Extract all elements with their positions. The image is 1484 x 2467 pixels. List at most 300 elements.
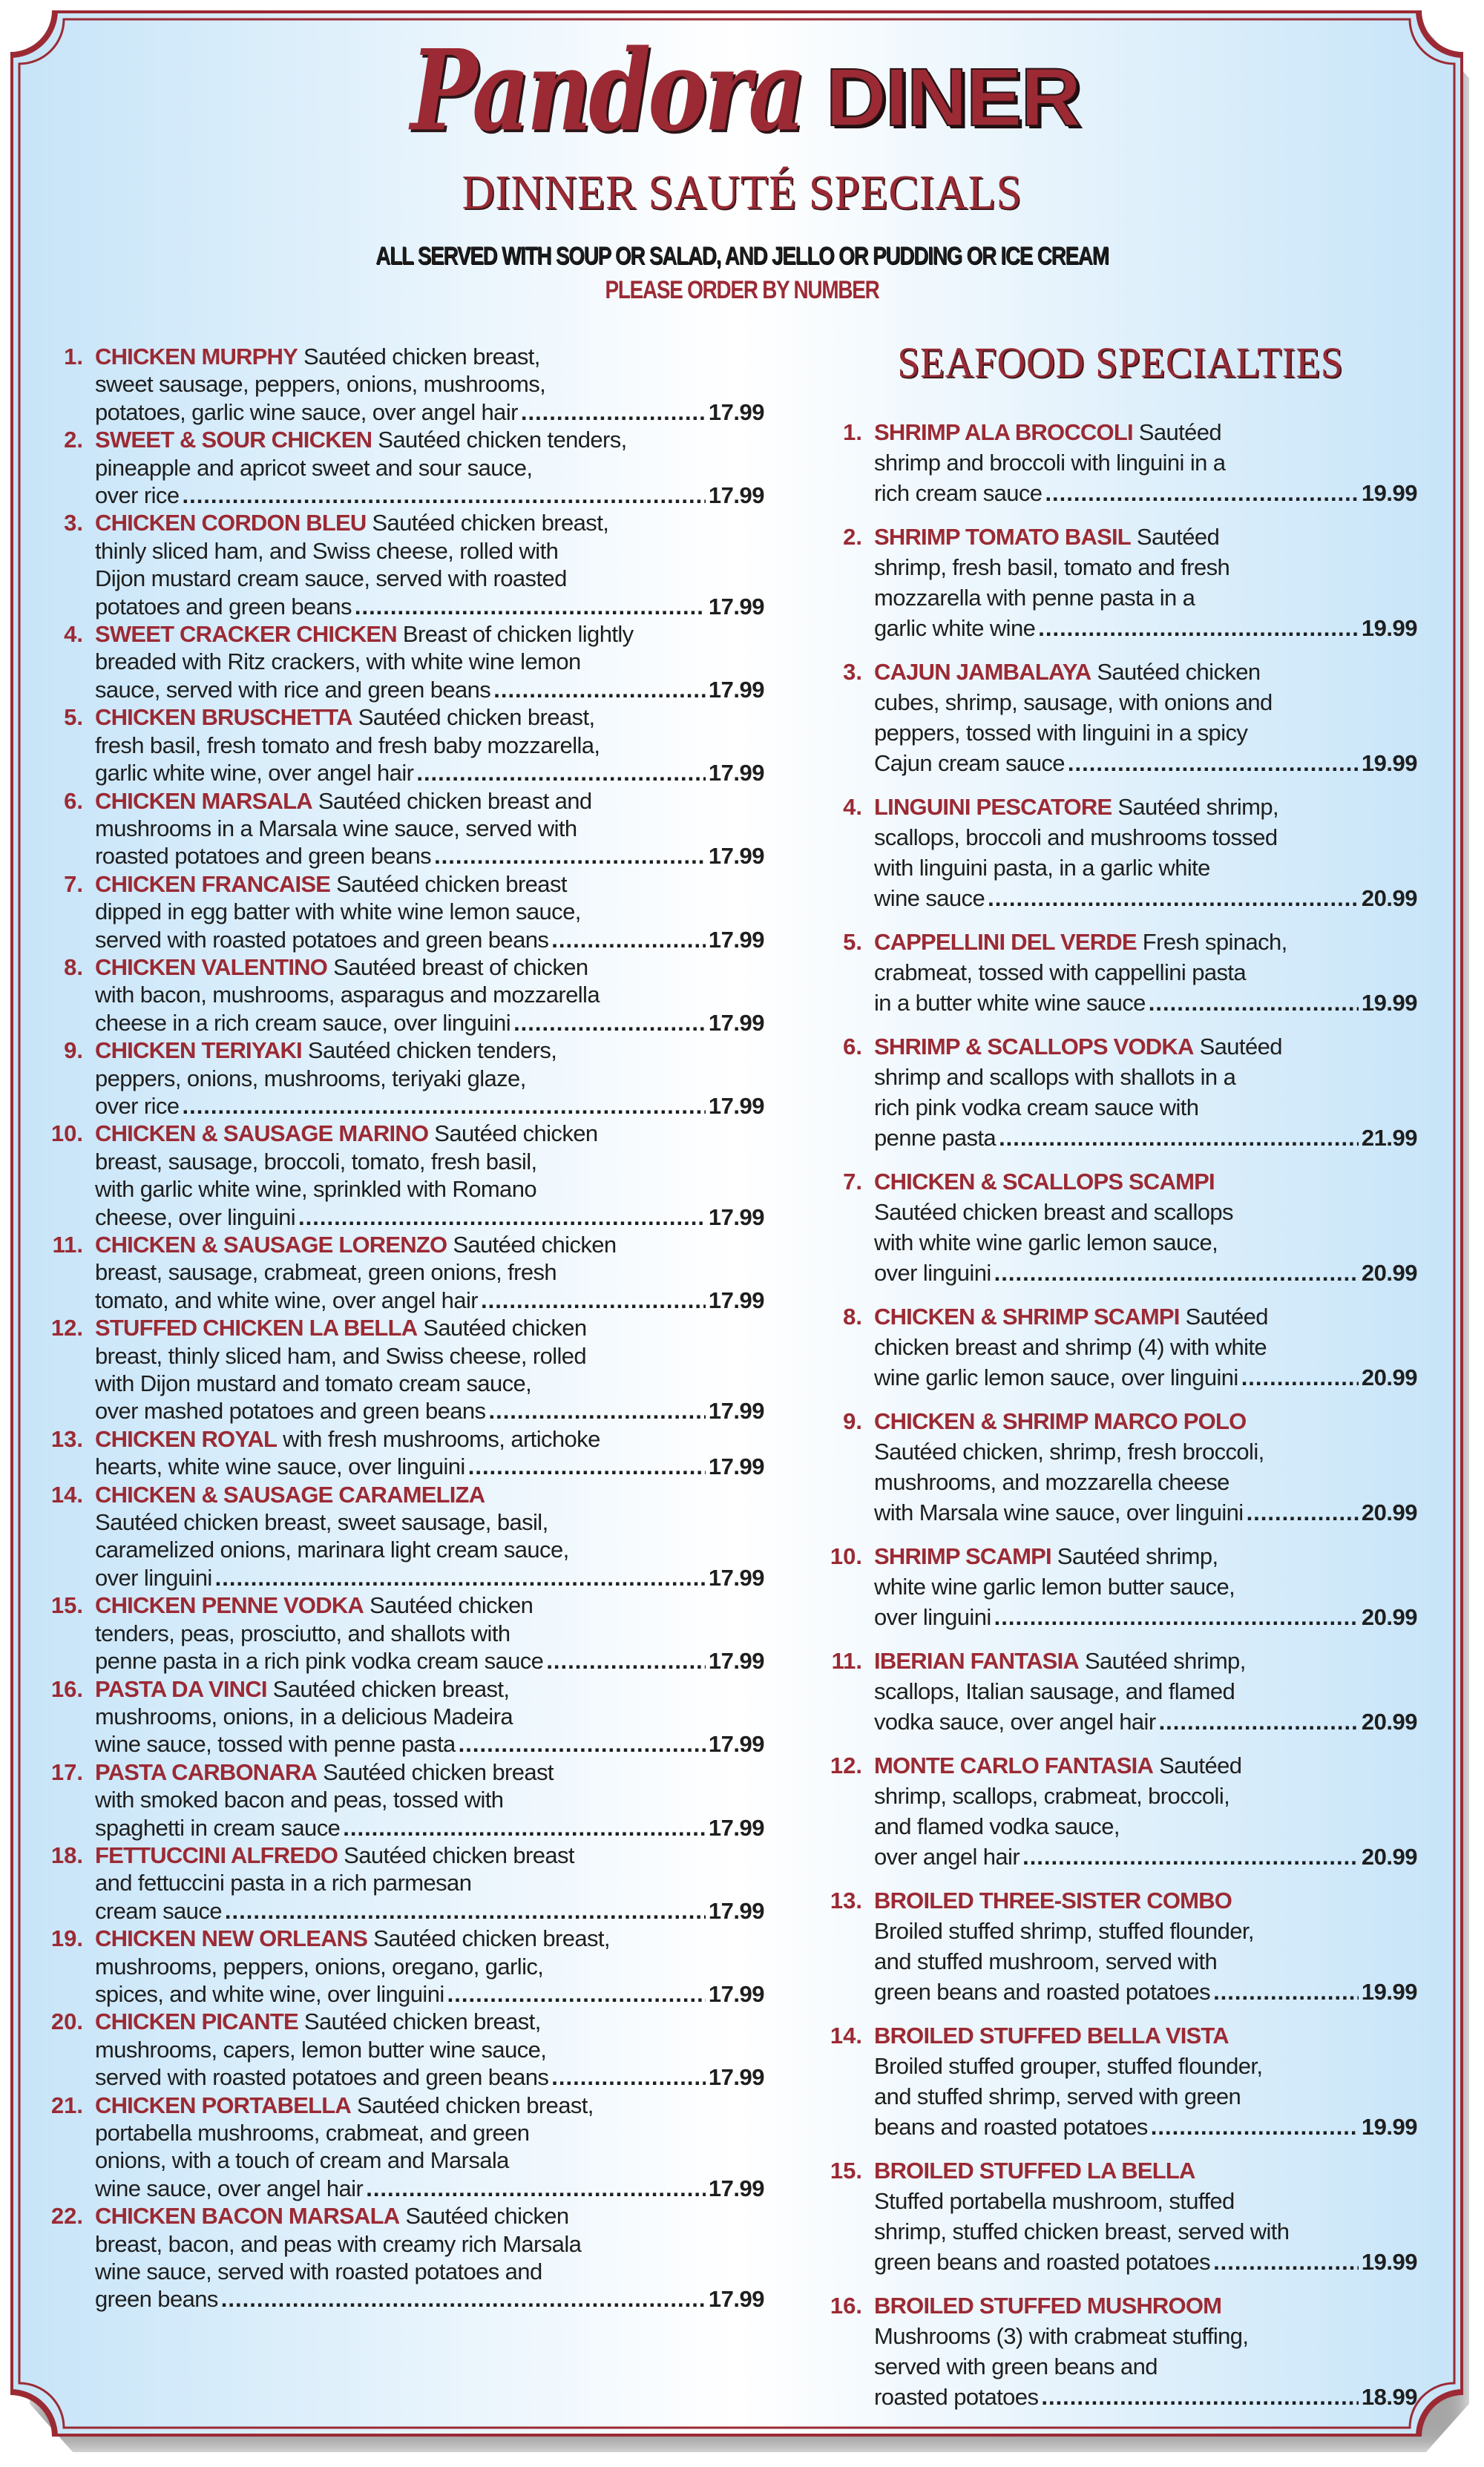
item-line [95, 1120, 764, 1147]
item-description: Sautéed chicken breast, sweet sausage, basil, [95, 1509, 548, 1536]
item-description: scallops, broccoli and mushrooms tossed [874, 824, 1278, 850]
item-name: CAJUN JAMBALAYA [874, 659, 1091, 685]
leader-dots [488, 1397, 705, 1425]
item-line [95, 815, 764, 842]
menu-item [824, 1406, 1417, 1528]
item-line [874, 1811, 1417, 1842]
item-line [874, 1362, 1417, 1393]
item-number: 1. [843, 419, 862, 445]
item-description: Sautéed shrimp, [1117, 794, 1279, 820]
item-line [95, 1342, 764, 1370]
item-description: Stuffed portabella mushroom, stuffed [874, 2188, 1235, 2214]
item-description: with garlic white wine, sprinkled with Romano [95, 1176, 536, 1203]
item-description: Dijon mustard cream sauce, served with roasted [95, 565, 567, 592]
item-description: mushrooms, onions, in a delicious Madeira [95, 1703, 513, 1729]
item-description: served with roasted potatoes and green beans [95, 926, 549, 953]
item-line [95, 1065, 764, 1092]
item-price: 19.99 [1361, 1979, 1417, 2005]
item-line [95, 926, 764, 953]
item-line [95, 454, 764, 482]
item-description: rich cream sauce [874, 480, 1043, 506]
item-description: sauce, served with rice and green beans [95, 676, 491, 703]
item-description: cheese, over linguini [95, 1203, 296, 1230]
leader-dots [994, 1602, 1359, 1632]
item-description: Sautéed [1138, 419, 1222, 445]
leader-dots [999, 1123, 1359, 1153]
item-number: 8. [843, 1304, 862, 1330]
item-line [95, 1203, 764, 1231]
leader-dots [468, 1453, 706, 1480]
item-name: CHICKEN & SHRIMP SCAMPI [874, 1304, 1180, 1330]
item-line [874, 1571, 1417, 1602]
item-description: Sautéed chicken, shrimp, fresh broccoli, [874, 1439, 1264, 1465]
item-line [874, 1750, 1417, 1781]
item-number: 10. [50, 1120, 83, 1147]
item-description: and fettuccini pasta in a rich parmesan [95, 1870, 472, 1896]
item-line [95, 2230, 764, 2258]
item-description: breast, sausage, broccoli, tomato, fresh basil, [95, 1148, 537, 1175]
menu-item [45, 1758, 764, 1842]
item-name: SHRIMP ALA BROCCOLI [874, 419, 1133, 445]
menu-item [45, 509, 764, 620]
item-description: roasted potatoes and green beans [95, 843, 432, 870]
item-description: over linguini [874, 1260, 991, 1286]
leader-dots [551, 926, 706, 953]
menu-item [824, 1031, 1417, 1153]
item-line [95, 2202, 764, 2230]
item-price: 17.99 [708, 1453, 764, 1480]
item-description: over mashed potatoes and green beans [95, 1398, 486, 1425]
item-name: CHICKEN FRANCAISE [95, 870, 331, 897]
item-description: Breast of chicken lightly [402, 621, 634, 648]
item-description: and stuffed shrimp, served with green [874, 2083, 1241, 2109]
item-number: 13. [50, 1425, 83, 1452]
item-line [874, 1258, 1417, 1288]
item-price: 17.99 [708, 1398, 764, 1425]
item-price: 17.99 [708, 843, 764, 870]
item-name: SHRIMP SCAMPI [874, 1543, 1051, 1569]
item-name: CHICKEN PORTABELLA [95, 2092, 351, 2118]
item-price: 17.99 [708, 1731, 764, 1758]
item-description: mozzarella with penne pasta in a [874, 585, 1195, 611]
item-description: with linguini pasta, in a garlic white [874, 855, 1210, 881]
item-price: 18.99 [1361, 2384, 1417, 2410]
item-line [95, 787, 764, 815]
item-number: 9. [843, 1408, 862, 1434]
item-description: breast, bacon, and peas with creamy rich Marsala [95, 2230, 582, 2257]
menu-item [45, 787, 764, 870]
page-title: DINNER SAUTÉ SPECIALS [462, 165, 1022, 220]
item-line [95, 1814, 764, 1842]
item-name: IBERIAN FANTASIA [874, 1648, 1079, 1674]
item-description: chicken breast and shrimp (4) with white [874, 1334, 1267, 1360]
item-line [95, 2258, 764, 2285]
item-description: Sautéed chicken breast [344, 1842, 574, 1868]
item-description: tenders, peas, prosciutto, and shallots with [95, 1620, 510, 1646]
menu-item [45, 2008, 764, 2091]
item-line [874, 2186, 1417, 2216]
item-description: caramelized onions, marinara light cream sauce, [95, 1537, 569, 1563]
item-description: mushrooms, capers, lemon butter wine sauce, [95, 2036, 547, 2063]
menu-item [45, 953, 764, 1037]
item-price: 19.99 [1361, 990, 1417, 1016]
menu-item [45, 1314, 764, 1425]
item-description: crabmeat, tossed with cappellini pasta [874, 959, 1247, 985]
item-line [95, 870, 764, 898]
menu-item [45, 1120, 764, 1231]
item-price: 19.99 [1361, 2249, 1417, 2275]
item-number: 22. [50, 2203, 83, 2230]
item-line [874, 417, 1417, 447]
item-line [874, 1977, 1417, 2007]
item-description: with white wine garlic lemon sauce, [874, 1229, 1218, 1255]
item-description: Sautéed chicken [453, 1232, 617, 1258]
item-price: 20.99 [1361, 1709, 1417, 1735]
item-price: 20.99 [1361, 1604, 1417, 1630]
item-line [95, 1730, 764, 1758]
item-name: STUFFED CHICKEN LA BELLA [95, 1315, 418, 1341]
leader-dots [1041, 2382, 1359, 2412]
leader-dots [1151, 2112, 1359, 2142]
item-description: hearts, white wine sauce, over linguini [95, 1453, 465, 1480]
menu-item [824, 417, 1417, 508]
item-line [874, 2351, 1417, 2382]
item-line [95, 1758, 764, 1786]
item-line [874, 1436, 1417, 1467]
seafood-specialties-section [824, 338, 1417, 2425]
menu-item [824, 657, 1417, 778]
item-description: Broiled stuffed shrimp, stuffed flounder, [874, 1918, 1254, 1944]
item-line [95, 676, 764, 703]
item-name: CHICKEN & SCALLOPS SCAMPI [874, 1169, 1215, 1195]
item-description: Sautéed chicken [1097, 659, 1261, 685]
item-description: garlic white wine, over angel hair [95, 760, 414, 786]
item-line [95, 1869, 764, 1896]
item-description: Sautéed chicken tenders, [378, 427, 627, 453]
item-name: CHICKEN NEW ORLEANS [95, 1925, 368, 1952]
item-name: SHRIMP TOMATO BASIL [874, 524, 1131, 550]
item-line [95, 482, 764, 509]
menu-item [824, 1301, 1417, 1393]
menu-item [45, 1425, 764, 1481]
item-description: and flamed vodka sauce, [874, 1813, 1120, 1839]
item-line [95, 1092, 764, 1120]
item-description: dipped in egg batter with white wine lemon sauce, [95, 899, 581, 925]
item-number: 19. [50, 1925, 83, 1952]
item-line [95, 1786, 764, 1813]
item-line [95, 343, 764, 370]
item-description: Sautéed chicken breast [336, 870, 567, 897]
item-price: 17.99 [708, 398, 764, 425]
item-name: MONTE CARLO FANTASIA [874, 1752, 1154, 1778]
item-name: CHICKEN & SAUSAGE MARINO [95, 1120, 429, 1147]
item-price: 17.99 [708, 926, 764, 953]
item-number: 4. [64, 621, 83, 648]
item-number: 11. [52, 1232, 83, 1258]
item-description: wine garlic lemon sauce, over linguini [874, 1364, 1238, 1390]
item-description: Sautéed chicken breast, [272, 1675, 510, 1702]
item-number: 7. [64, 870, 83, 897]
item-line [874, 1332, 1417, 1362]
item-description: Sautéed chicken [434, 1120, 598, 1147]
item-line [95, 703, 764, 731]
item-description: Sautéed chicken breast, [303, 2008, 541, 2035]
item-number: 4. [843, 794, 862, 820]
menu-item [45, 1925, 764, 2008]
item-price: 17.99 [708, 1203, 764, 1230]
item-line [95, 1481, 764, 1508]
menu-item [45, 620, 764, 703]
leader-dots [481, 1287, 706, 1314]
item-description: wine sauce, tossed with penne pasta [95, 1731, 456, 1758]
item-description: peppers, onions, mushrooms, teriyaki glaze, [95, 1065, 526, 1091]
item-description: breast, sausage, crabmeat, green onions, fresh [95, 1259, 557, 1286]
item-name: BROILED THREE-SISTER COMBO [874, 1888, 1232, 1914]
leader-dots [447, 1980, 706, 2008]
seafood-heading: SEAFOOD SPECIALTIES [897, 338, 1344, 387]
item-name: CHICKEN BACON MARSALA [95, 2203, 400, 2230]
item-line [95, 2063, 764, 2091]
item-name: SWEET & SOUR CHICKEN [95, 427, 372, 453]
item-line [95, 398, 764, 426]
item-line [874, 717, 1417, 748]
leader-dots [546, 1647, 706, 1675]
menu-item [45, 2092, 764, 2203]
item-price: 19.99 [1361, 615, 1417, 641]
item-line [874, 2020, 1417, 2051]
leader-dots [493, 676, 706, 703]
item-price: 20.99 [1361, 1844, 1417, 1870]
item-line [874, 1467, 1417, 1497]
item-description: Sautéed [1185, 1304, 1268, 1330]
menu-item [824, 1166, 1417, 1288]
item-description: spices, and white wine, over linguini [95, 1980, 444, 2007]
item-line [95, 1980, 764, 2008]
menu-item [824, 1646, 1417, 1737]
item-line [874, 927, 1417, 957]
item-line [874, 792, 1417, 822]
item-line [95, 1314, 764, 1341]
item-description: green beans [95, 2286, 218, 2313]
leader-dots [366, 2175, 706, 2202]
item-description: cream sauce [95, 1897, 222, 1924]
item-line [874, 657, 1417, 687]
menu-item [824, 792, 1417, 913]
leader-dots [1045, 478, 1358, 508]
item-description: potatoes and green beans [95, 593, 352, 620]
item-line [874, 1406, 1417, 1436]
leader-dots [215, 1564, 706, 1591]
item-line [874, 748, 1417, 778]
item-name: CHICKEN BRUSCHETTA [95, 704, 352, 731]
item-price: 17.99 [708, 2286, 764, 2313]
item-line [95, 1258, 764, 1286]
leader-dots [521, 398, 706, 426]
item-description: with Marsala wine sauce, over linguini [874, 1499, 1244, 1525]
item-number: 2. [64, 427, 83, 453]
item-line [95, 759, 764, 786]
item-line [95, 537, 764, 565]
item-line [95, 953, 764, 981]
item-line [95, 1037, 764, 1064]
item-line [874, 2216, 1417, 2247]
item-description: Broiled stuffed grouper, stuffed flounder, [874, 2053, 1263, 2079]
menu-item [45, 1037, 764, 1120]
leader-dots [1068, 748, 1359, 778]
item-price: 17.99 [708, 1009, 764, 1036]
item-description: Sautéed chicken breast, [373, 1925, 610, 1952]
item-description: garlic white wine [874, 615, 1036, 641]
item-line [95, 1508, 764, 1536]
item-description: Sautéed chicken [405, 2203, 569, 2230]
menu-item [45, 1675, 764, 1758]
menu-item [824, 1750, 1417, 1872]
item-description: with bacon, mushrooms, asparagus and mozzarella [95, 982, 600, 1008]
item-price: 17.99 [708, 1980, 764, 2007]
item-description: spaghetti in cream sauce [95, 1814, 341, 1841]
leader-dots [1247, 1497, 1359, 1528]
item-line [874, 1946, 1417, 1977]
menu-item [824, 2020, 1417, 2142]
item-line [874, 478, 1417, 508]
item-number: 14. [830, 2023, 862, 2049]
leader-dots [1213, 1977, 1359, 2007]
item-line [874, 1062, 1417, 1092]
item-number: 3. [64, 510, 83, 536]
item-line [95, 648, 764, 675]
item-description: shrimp, stuffed chicken breast, served with [874, 2218, 1290, 2244]
leader-dots [343, 1814, 706, 1842]
item-description: green beans and roasted potatoes [874, 1979, 1211, 2005]
item-description: Sautéed [1159, 1752, 1242, 1778]
item-line [95, 2008, 764, 2035]
item-description: in a butter white wine sauce [874, 990, 1146, 1016]
item-description: over rice [95, 1092, 180, 1119]
item-description: mushrooms, peppers, onions, oregano, garlic, [95, 1953, 544, 1980]
item-name: CHICKEN VALENTINO [95, 953, 328, 980]
item-price: 17.99 [708, 1814, 764, 1841]
item-description: thinly sliced ham, and Swiss cheese, rolled with [95, 537, 559, 564]
item-line [874, 822, 1417, 853]
item-description: green beans and roasted potatoes [874, 2249, 1211, 2275]
logo-script: Pandora [410, 25, 804, 157]
item-price: 20.99 [1361, 885, 1417, 911]
item-number: 20. [50, 2008, 83, 2035]
item-description: shrimp and scallops with shallots in a [874, 1064, 1236, 1090]
item-line [874, 1781, 1417, 1811]
item-number: 21. [50, 2092, 83, 2118]
item-description: Sautéed breast of chicken [333, 953, 588, 980]
menu-item [45, 426, 764, 509]
item-number: 15. [830, 2158, 862, 2184]
item-description: with Dijon mustard and tomato cream sauce, [95, 1370, 532, 1397]
item-description: Sautéed chicken breast [323, 1758, 554, 1785]
item-line [874, 2155, 1417, 2186]
item-line [874, 2382, 1417, 2412]
leader-dots [221, 2285, 706, 2313]
item-description: wine sauce, served with roasted potatoes and [95, 2259, 542, 2285]
item-line [95, 1536, 764, 1563]
item-line [95, 1425, 764, 1453]
item-name: SHRIMP & SCALLOPS VODKA [874, 1034, 1194, 1060]
item-line [95, 2092, 764, 2119]
item-line [95, 842, 764, 870]
item-line [874, 1166, 1417, 1197]
item-line [874, 582, 1417, 613]
leader-dots [994, 1258, 1359, 1288]
order-by-number-note: PLEASE ORDER BY NUMBER [605, 276, 879, 304]
leader-dots [1022, 1842, 1359, 1872]
item-name: BROILED STUFFED LA BELLA [874, 2158, 1195, 2184]
item-number: 17. [50, 1758, 83, 1785]
leader-dots [416, 759, 706, 786]
item-description: peppers, tossed with linguini in a spicy [874, 720, 1248, 746]
item-number: 11. [831, 1648, 862, 1674]
served-with-note: ALL SERVED WITH SOUP OR SALAD, AND JELLO OR PUDDING OR ICE CREAM [375, 242, 1109, 270]
item-price: 20.99 [1361, 1499, 1417, 1525]
item-line [874, 1123, 1417, 1153]
menu-item [824, 522, 1417, 643]
item-line [874, 1706, 1417, 1737]
item-number: 9. [64, 1037, 83, 1064]
menu-item [45, 343, 764, 426]
item-number: 1. [64, 344, 83, 369]
item-number: 18. [50, 1842, 83, 1868]
item-description: pineapple and apricot sweet and sour sauce, [95, 454, 533, 481]
item-line [95, 2146, 764, 2174]
item-description: vodka sauce, over angel hair [874, 1709, 1156, 1735]
item-line [95, 1148, 764, 1175]
menu-item [824, 927, 1417, 1018]
leader-dots [551, 2063, 706, 2091]
item-description: shrimp, fresh basil, tomato and fresh [874, 554, 1230, 580]
item-description: Sautéed shrimp, [1084, 1648, 1246, 1674]
item-line [95, 1703, 764, 1730]
item-line [874, 2321, 1417, 2351]
item-line [95, 2036, 764, 2063]
item-line [95, 1287, 764, 1314]
item-name: SWEET CRACKER CHICKEN [95, 621, 397, 648]
item-line [95, 1564, 764, 1591]
item-name: CHICKEN ROYAL [95, 1425, 278, 1452]
item-line [95, 898, 764, 925]
leader-dots [298, 1203, 706, 1231]
item-number: 6. [843, 1034, 862, 1060]
item-name: PASTA DA VINCI [95, 1675, 267, 1702]
item-description: fresh basil, fresh tomato and fresh baby mozzarella, [95, 732, 600, 758]
item-line [95, 426, 764, 453]
item-line [874, 1541, 1417, 1571]
item-description: Sautéed chicken breast and [318, 787, 592, 814]
item-line [874, 957, 1417, 988]
item-description: mushrooms in a Marsala wine sauce, served with [95, 815, 577, 841]
leader-dots [1149, 988, 1359, 1018]
item-number: 16. [50, 1675, 83, 1702]
menu-item [45, 1481, 764, 1592]
item-description: Sautéed [1199, 1034, 1282, 1060]
restaurant-logo [0, 25, 1484, 157]
item-description: Sautéed chicken breast, [358, 704, 595, 731]
item-number: 6. [64, 787, 83, 814]
menu-item [824, 2290, 1417, 2412]
item-name: CHICKEN PICANTE [95, 2008, 298, 2035]
item-description: cubes, shrimp, sausage, with onions and [874, 689, 1273, 715]
item-name: CHICKEN TERIYAKI [95, 1037, 302, 1064]
item-line [874, 1916, 1417, 1946]
item-description: roasted potatoes [874, 2384, 1039, 2410]
item-price: 20.99 [1361, 1364, 1417, 1390]
item-number: 7. [843, 1169, 862, 1195]
